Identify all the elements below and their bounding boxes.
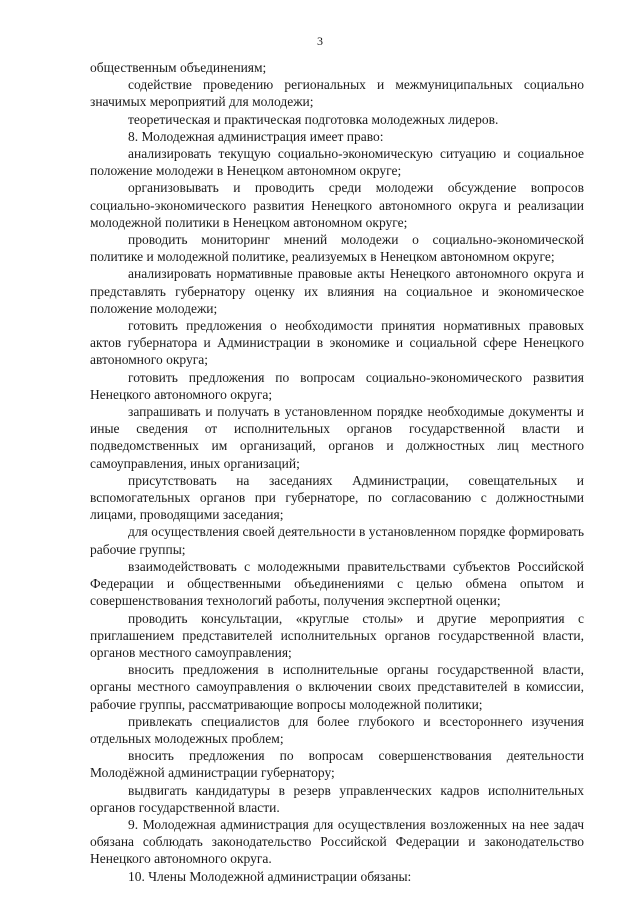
paragraph: 9. Молодежная администрация для осуществления возложенных на нее задач обязана соблюдать законодательство Российской Федерации и законодательство Ненецкого автономного округа.: [90, 816, 584, 867]
paragraph: готовить предложения по вопросам социально-экономического развития Ненецкого автономного округа;: [90, 369, 584, 402]
paragraph: взаимодействовать с молодежными правительствами субъектов Российской Федерации и общественными объединениями с целью обмена опытом и совершенствования технологий работы, получения экспертной оценки;: [90, 558, 584, 609]
paragraph: 8. Молодежная администрация имеет право:: [128, 128, 384, 144]
paragraph: вносить предложения в исполнительные органы государственной власти, органы местного самоуправления о включении своих представителей в комиссии, рабочие группы, рассматривающие вопросы молодежной политики;: [90, 662, 584, 712]
paragraph: запрашивать и получать в установленном порядке необходимые документы и иные сведения от исполнительных органов государственной власти и подведомственных им организаций, органов и должностных лиц местного самоуправления, иных организаций;: [90, 404, 584, 471]
paragraph: содействие проведению региональных и межмуниципальных социально значимых мероприятий для молодежи;: [90, 77, 584, 110]
paragraph: привлекать специалистов для более глубокого и всестороннего изучения отдельных молодежных проблем;: [90, 713, 584, 746]
paragraph: присутствовать на заседаниях Администрации, совещательных и вспомогательных органов при губернаторе, по согласованию с должностными лицами, проводящими заседания;: [90, 472, 584, 523]
paragraph: общественным объединениям;: [90, 60, 267, 75]
paragraph: готовить предложения о необходимости принятия нормативных правовых актов губернатора и Администрации в экономике и социальной сфере Ненецкого автономного округа;: [90, 318, 584, 368]
paragraph: проводить консультации, «круглые столы» и другие мероприятия с приглашением представителей исполнительных органов государственной власти, органов местного самоуправления;: [90, 610, 584, 660]
paragraph: 10. Члены Молодежной администрации обязаны:: [128, 868, 412, 884]
paragraph: теоретическая и практическая подготовка молодежных лидеров.: [128, 111, 499, 127]
paragraph: анализировать текущую социально-экономическую ситуацию и социальное положение молодежи в Ненецком автономном округе;: [90, 146, 584, 179]
paragraph: организовывать и проводить среди молодежи обсуждение вопросов социально-экономического развития Ненецкого автономного округа и реализации молодежной политики в Ненецком автономном округе;: [90, 180, 584, 230]
document-body: [90, 59, 584, 885]
paragraph: проводить мониторинг мнений молодежи о социально-экономической политике и молодежной политике, реализуемых в Ненецком автономном округе;: [90, 232, 584, 265]
paragraph: выдвигать кандидатуры в резерв управленческих кадров исполнительных органов государственной власти.: [90, 782, 584, 815]
paragraph: анализировать нормативные правовые акты Ненецкого автономного округа и представлять губернатору оценку их влияния на социальное и экономическое положение молодежи;: [90, 266, 584, 316]
paragraph: для осуществления своей деятельности в установленном порядке формировать рабочие группы;: [90, 524, 584, 557]
paragraph: вносить предложения по вопросам совершенствования деятельности Молодёжной администрации губернатору;: [90, 748, 584, 781]
page-number: 3: [317, 34, 323, 48]
